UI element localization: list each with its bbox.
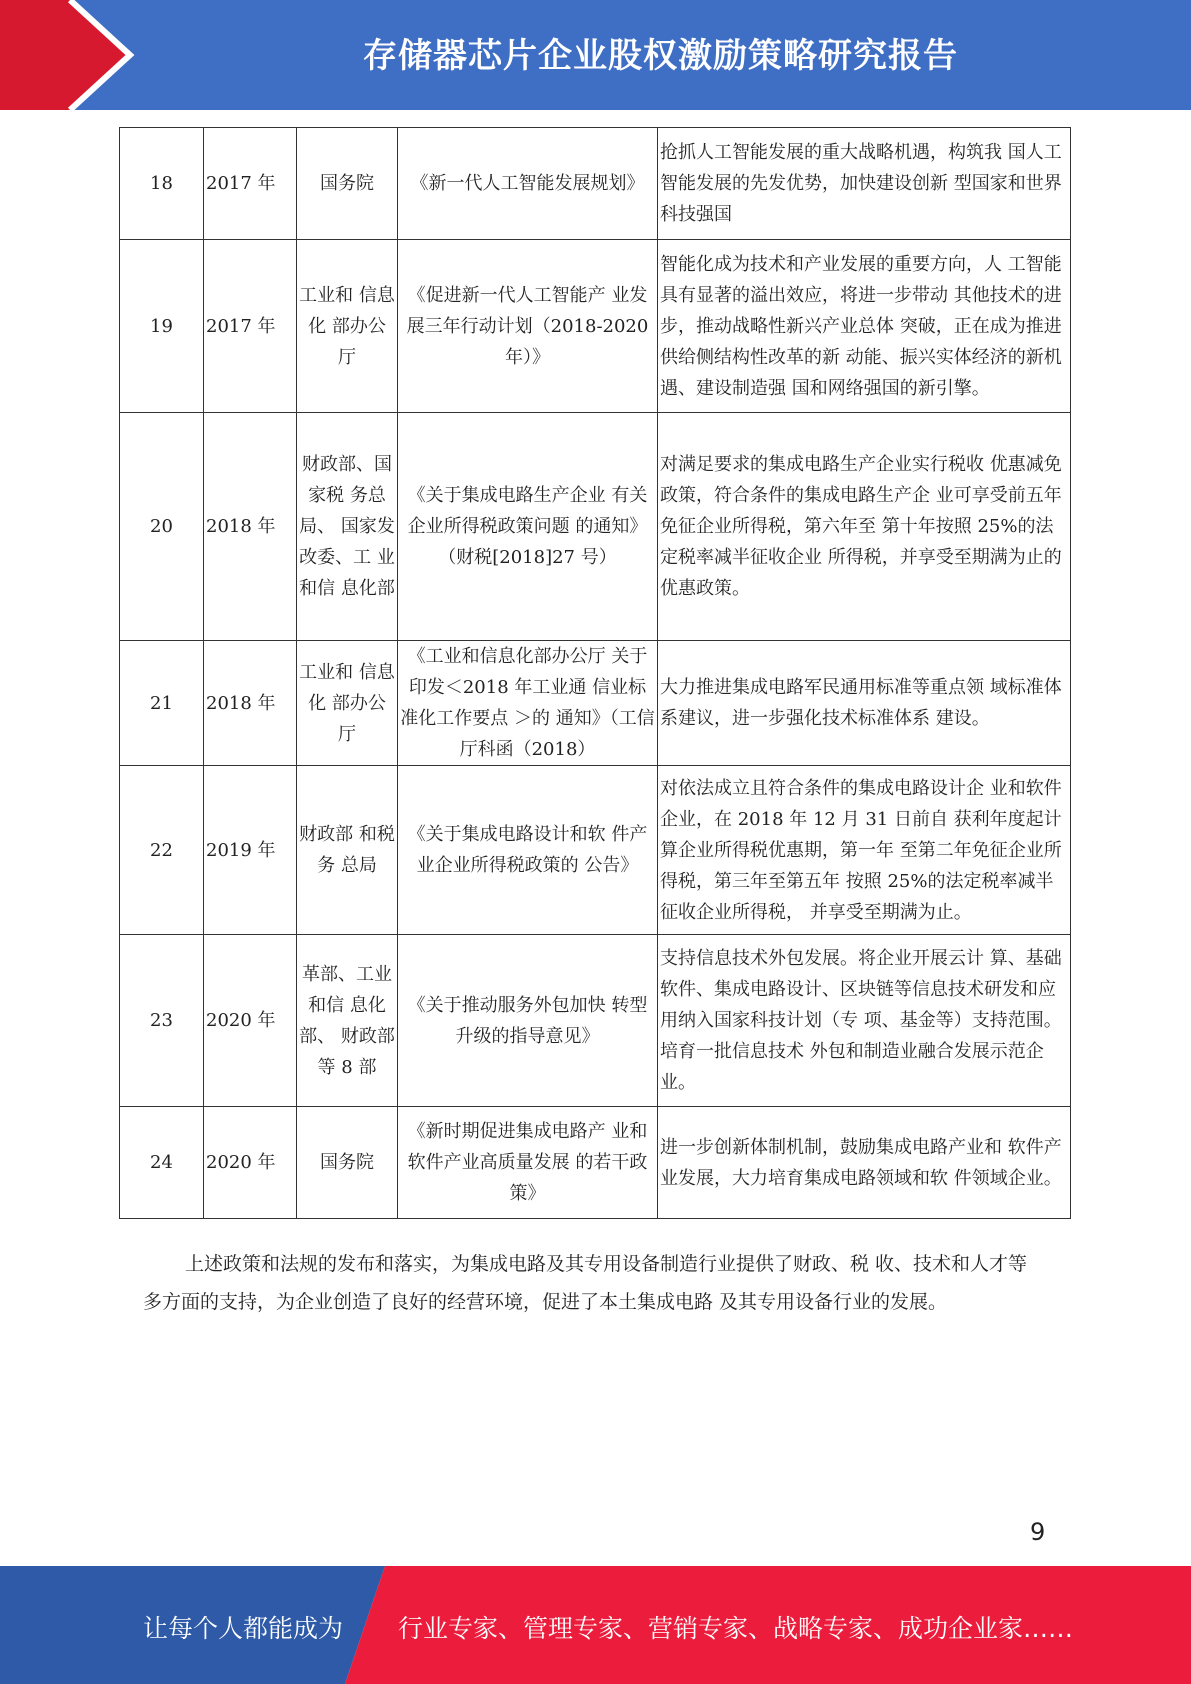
footer-slogan-left: 让每个人都能成为 — [143, 1614, 344, 1643]
row-year: 2017 年 — [204, 240, 297, 413]
row-number: 22 — [120, 766, 204, 935]
report-title: 存储器芯片企业股权激励策略研究报告 — [363, 36, 958, 76]
row-number: 18 — [120, 128, 204, 240]
row-content: 大力推进集成电路军民通用标准等重点领 域标准体系建议，进一步强化技术标准体系 建设。 — [658, 641, 1071, 766]
row-department: 工业和 信息化 部办公 厅 — [297, 240, 398, 413]
row-year: 2019 年 — [204, 766, 297, 935]
table-row — [120, 128, 1071, 240]
header-arrow-decoration — [0, 0, 160, 110]
row-content: 抢抓人工智能发展的重大战略机遇，构筑我 国人工智能发展的先发优势，加快建设创新 型国家和世界科技强国 — [658, 128, 1071, 240]
row-year: 2020 年 — [204, 1107, 297, 1219]
row-year: 2020 年 — [204, 935, 297, 1107]
row-department: 革部、工业和信 息化部、 财政部 等 8 部 — [297, 935, 398, 1107]
row-department: 国务院 — [297, 1107, 398, 1219]
footer-slogan-right: 行业专家、管理专家、营销专家、战略专家、成功企业家…… — [398, 1614, 1074, 1643]
row-number: 20 — [120, 413, 204, 641]
row-document: 《新一代人工智能发展规划》 — [398, 128, 658, 240]
row-number: 23 — [120, 935, 204, 1107]
table-row — [120, 641, 1071, 766]
table-row — [120, 766, 1071, 935]
row-number: 21 — [120, 641, 204, 766]
table-row — [120, 413, 1071, 641]
policy-table — [119, 127, 1071, 1219]
table-row — [120, 1107, 1071, 1219]
row-department: 工业和 信息化 部办公 厅 — [297, 641, 398, 766]
row-document: 《关于推动服务外包加快 转型升级的指导意见》 — [398, 935, 658, 1107]
row-document: 《工业和信息化部办公厅 关于印发＜2018 年工业通 信业标准化工作要点 ＞的 通知》（工信厅科函（2018） — [398, 641, 658, 766]
row-number: 24 — [120, 1107, 204, 1219]
row-department: 财政部 和税务 总局 — [297, 766, 398, 935]
row-document: 《关于集成电路设计和软 件产业企业所得税政策的 公告》 — [398, 766, 658, 935]
page-number: 9 — [1030, 1518, 1046, 1546]
summary-paragraph: 上述政策和法规的发布和落实，为集成电路及其专用设备制造行业提供了财政、税 收、技术和人才等多方面的支持，为企业创造了良好的经营环境，促进了本土集成电路 及其专用设备行业的发展。 — [143, 1253, 1028, 1313]
row-department: 国务院 — [297, 128, 398, 240]
row-department: 财政部、国家税 务总局、 国家发 改委、工 业和信 息化部 — [297, 413, 398, 641]
table-row — [120, 240, 1071, 413]
row-document: 《关于集成电路生产企业 有关企业所得税政策问题 的通知》（财税[2018]27 号） — [398, 413, 658, 641]
page-footer — [0, 1566, 1191, 1684]
table-row — [120, 935, 1071, 1107]
row-year: 2017 年 — [204, 128, 297, 240]
row-content: 智能化成为技术和产业发展的重要方向，人 工智能具有显著的溢出效应，将进一步带动 其他技术的进步，推动战略性新兴产业总体 突破，正在成为推进供给侧结构性改革的新 动能、振兴实体经济的新机遇、建设制造强 国和网络强国的新引擎。 — [658, 240, 1071, 413]
row-year: 2018 年 — [204, 413, 297, 641]
page-header — [0, 0, 1191, 110]
row-number: 19 — [120, 240, 204, 413]
row-content: 进一步创新体制机制，鼓励集成电路产业和 软件产业发展，大力培育集成电路领域和软 件领域企业。 — [658, 1107, 1071, 1219]
row-content: 支持信息技术外包发展。将企业开展云计 算、基础软件、集成电路设计、区块链等信息技术研发和应用纳入国家科技计划（专 项、基金等）支持范围。培育一批信息技术 外包和制造业融合发展示范企业。 — [658, 935, 1071, 1107]
row-content: 对满足要求的集成电路生产企业实行税收 优惠减免政策，符合条件的集成电路生产企 业可享受前五年免征企业所得税，第六年至 第十年按照 25%的法定税率减半征收企业 所得税，并享受至期满为止的优惠政策。 — [658, 413, 1071, 641]
row-content: 对依法成立且符合条件的集成电路设计企 业和软件企业，在 2018 年 12 月 31 日前自 获利年度起计算企业所得税优惠期，第一年 至第二年免征企业所得税，第三年至第五年 按照 25%的法定税率减半征收企业所得税， 并享受至期满为止。 — [658, 766, 1071, 935]
row-year: 2018 年 — [204, 641, 297, 766]
row-document: 《促进新一代人工智能产 业发展三年行动计划（2018-2020 年）》 — [398, 240, 658, 413]
row-document: 《新时期促进集成电路产 业和软件产业高质量发展 的若干政策》 — [398, 1107, 658, 1219]
